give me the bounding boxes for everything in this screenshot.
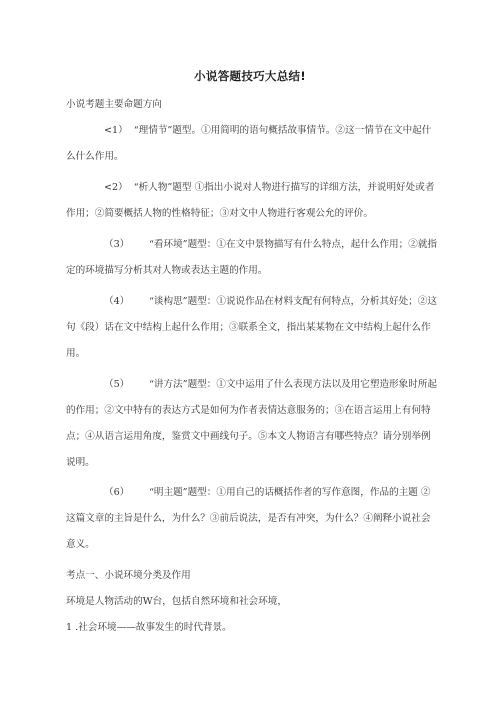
item-5-number: （5） [104,379,130,390]
item-3-text: “看环境”题型：①在文中景物描写有什么特点，起什么作用；②就指定的环境描写分析其对人物或表达主题的作用。 [66,239,438,276]
item-3 [66,232,438,284]
item-3-number: （3） [104,239,130,250]
item-6-text: “明主题”题型：①用自己的话概括作者的写作意图，作品的主题 ②这篇文章的主旨是什么，为什么？③前后说法，是否有冲突，为什么？④阐释小说社会意义。 [66,487,431,550]
item-4-text: “谈构思”题型：①说说作品在材料支配有何特点，分析其好处；②这句《段）话在文中结构上起什么作用；③联系全文，指出某某物在文中结构上起什么作用。 [66,296,438,359]
section-heading: 考点一、小说环境分类及作用 [66,570,191,581]
item-2 [66,175,438,227]
item-2-text: “析人物”题型 ①指出小说对人物进行描写的详细方法，并说明好处或者作用；②简要概括人物的性格特征；③对文中人物进行客观公允的评价。 [66,182,435,219]
item-2-number: <2） [104,182,128,193]
item-1 [66,118,438,170]
environment-item-1: 1 .社会环境——故事发生的时代背景。 [66,622,232,633]
item-1-text: “理情节”题型。①用简明的语句概括故事情节。②这一情节在文中起什么什么作用。 [66,125,432,162]
intro-line: 小说考题主要命题方向 [66,99,162,110]
item-1-number: <1） [104,125,128,136]
item-4 [66,289,438,367]
environment-intro: 环境是人物活动的W台，包括自然环境和社会环境， [66,596,287,607]
item-6-number: （6） [104,487,130,498]
item-5 [66,372,438,476]
item-5-text: “讲方法”题型：①文中运用了什么表现方法以及用它塑造形象时所起的作用；②文中特有的表达方式是如何为作者表情达意服务的；③在语言运用上有何特点；④从语言运用角度，鉴赏文中画线句子。⑤本文人物语言有哪些特点？请分别举例说明。 [66,379,438,468]
item-6 [66,480,438,558]
item-4-number: （4） [104,296,130,307]
page-title: 小说答题技巧大总结! [194,69,306,83]
